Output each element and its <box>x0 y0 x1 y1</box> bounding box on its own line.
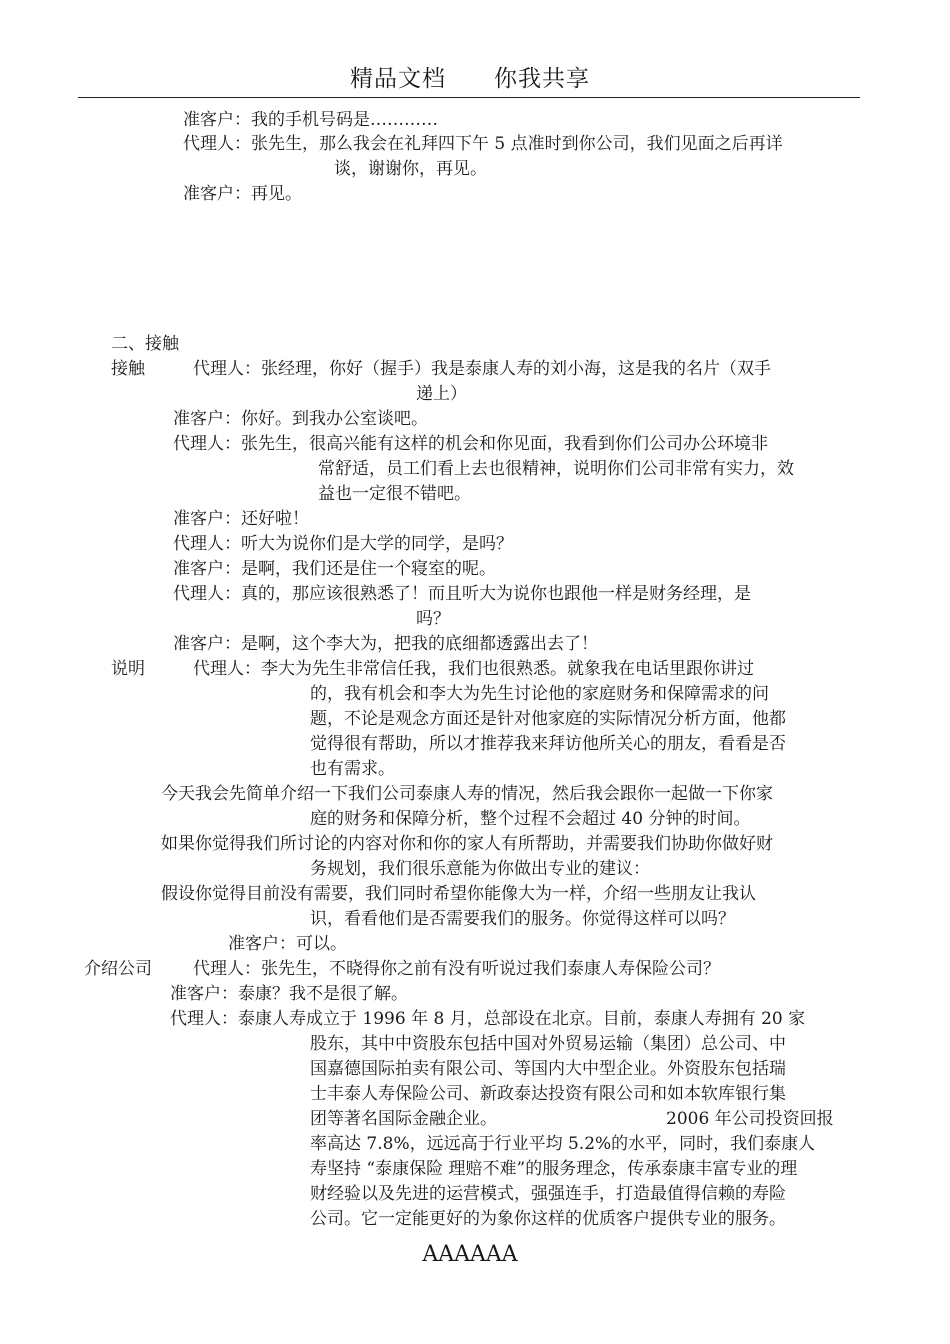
dialogue-line: 题，不论是观念方面还是针对他家庭的实际情况分析方面，他都 <box>310 709 786 729</box>
dialogue-line: 吗？ <box>416 609 450 629</box>
margin-label: 接触 <box>111 359 145 379</box>
dialogue-line: 常舒适，员工们看上去也很精神，说明你们公司非常有实力，效 <box>318 459 794 479</box>
dialogue-line: 代理人：泰康人寿成立于 1996 年 8 月，总部设在北京。目前，泰康人寿拥有 20 家 <box>170 1009 806 1029</box>
dialogue-line: 2006 年公司投资回报 <box>666 1109 834 1129</box>
dialogue-line: 国嘉德国际拍卖有限公司、等国内大中型企业。外资股东包括瑞 <box>310 1059 786 1079</box>
dialogue-line: 代理人：张先生，不晓得你之前有没有听说过我们泰康人寿保险公司？ <box>193 959 720 979</box>
dialogue-line: 准客户：是啊，这个李大为，把我的底细都透露出去了！ <box>173 634 598 654</box>
dialogue-line: 准客户：泰康？我不是很了解。 <box>170 984 408 1004</box>
dialogue-line: 务规划，我们很乐意能为你做出专业的建议： <box>310 859 650 879</box>
dialogue-line: 准客户：是啊，我们还是住一个寝室的呢。 <box>173 559 496 579</box>
dialogue-line: 识，看看他们是否需要我们的服务。你觉得这样可以吗？ <box>310 909 735 929</box>
dialogue-line: 代理人：张经理，你好（握手）我是泰康人寿的刘小海，这是我的名片（双手 <box>193 359 771 379</box>
dialogue-line: 团等著名国际金融企业。 <box>310 1109 497 1129</box>
dialogue-line: 代理人：张先生，那么我会在礼拜四下午 5 点准时到你公司，我们见面之后再详 <box>183 134 783 154</box>
dialogue-line: 庭的财务和保障分析，整个过程不会超过 40 分钟的时间。 <box>310 809 751 829</box>
dialogue-line: 准客户：再见。 <box>183 184 302 204</box>
dialogue-line: 假设你觉得目前没有需要，我们同时希望你能像大为一样，介绍一些朋友让我认 <box>161 884 756 904</box>
header-divider <box>78 97 860 98</box>
dialogue-line: 代理人：听大为说你们是大学的同学，是吗？ <box>173 534 513 554</box>
dialogue-line: 谈，谢谢你，再见。 <box>334 159 487 179</box>
dialogue-line: 率高达 7.8%，远远高于行业平均 5.2%的水平，同时，我们泰康人 <box>310 1134 816 1154</box>
header-title-left: 精品文档 <box>350 66 446 92</box>
dialogue-line: 如果你觉得我们所讨论的内容对你和你的家人有所帮助，并需要我们协助你做好财 <box>161 834 773 854</box>
dialogue-line: 士丰泰人寿保险公司、新政泰达投资有限公司和如本软库银行集 <box>310 1084 786 1104</box>
dialogue-line: 益也一定很不错吧。 <box>318 484 471 504</box>
dialogue-line: 代理人：张先生，很高兴能有这样的机会和你见面，我看到你们公司办公环境非 <box>173 434 768 454</box>
dialogue-line: 公司。它一定能更好的为象你这样的优质客户提供专业的服务。 <box>310 1209 786 1229</box>
dialogue-line: 也有需求。 <box>310 759 395 779</box>
dialogue-line: 准客户：可以。 <box>228 934 347 954</box>
dialogue-line: 股东，其中中资股东包括中国对外贸易运输（集团）总公司、中 <box>310 1034 786 1054</box>
dialogue-line: 准客户：还好啦！ <box>173 509 309 529</box>
margin-label: 说明 <box>111 659 145 679</box>
dialogue-line: 准客户：我的手机号码是………… <box>183 110 438 130</box>
dialogue-line: 寿坚持 “泰康保险 理赔不难”的服务理念，传承泰康丰富专业的理 <box>310 1159 798 1179</box>
dialogue-line: 今天我会先简单介绍一下我们公司泰康人寿的情况，然后我会跟你一起做一下你家 <box>161 784 773 804</box>
dialogue-line: 觉得很有帮助，所以才推荐我来拜访他所关心的朋友，看看是否 <box>310 734 786 754</box>
page-footer: AAAAAA <box>422 1242 518 1267</box>
dialogue-line: 财经验以及先进的运营模式，强强连手，打造最值得信赖的寿险 <box>310 1184 786 1204</box>
page-header <box>0 64 940 94</box>
header-title-right: 你我共享 <box>494 66 590 92</box>
dialogue-line: 代理人：李大为先生非常信任我，我们也很熟悉。就象我在电话里跟你讲过 <box>193 659 754 679</box>
dialogue-line: 准客户：你好。到我办公室谈吧。 <box>173 409 428 429</box>
margin-label: 介绍公司 <box>84 959 152 979</box>
dialogue-line: 的，我有机会和李大为先生讨论他的家庭财务和保障需求的问 <box>310 684 769 704</box>
dialogue-line: 递上） <box>416 384 467 404</box>
dialogue-line: 代理人：真的，那应该很熟悉了！而且听大为说你也跟他一样是财务经理，是 <box>173 584 751 604</box>
section-heading: 二、接触 <box>111 334 179 354</box>
